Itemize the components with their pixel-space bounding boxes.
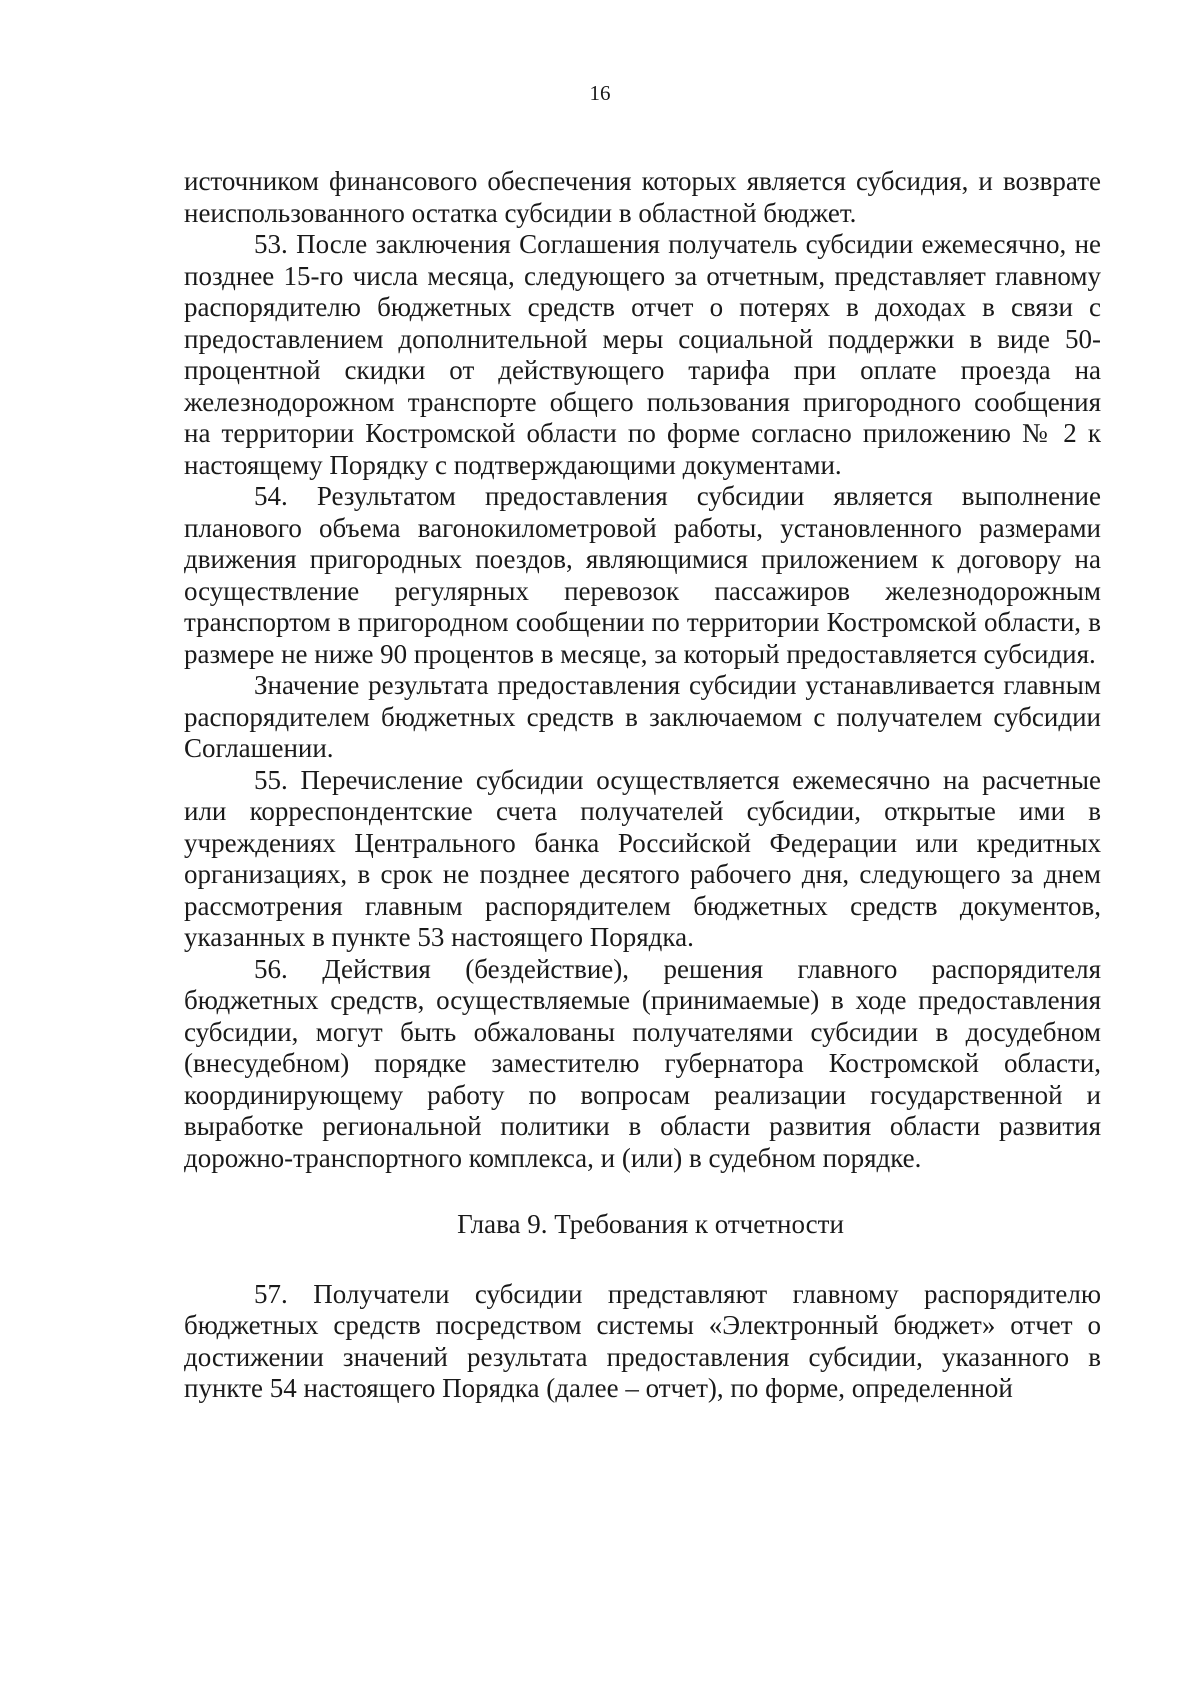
page-number: 16 — [589, 81, 611, 105]
paragraph-54-result-value: Значение результата предоставления субсидии устанавливается главным распорядителем бюджетных средств в заключаемом с получателем субсидии Соглашении. — [184, 670, 1101, 763]
paragraph-57: 57. Получатели субсидии представляют главному распорядителю бюджетных средств посредством системы «Электронный бюджет» отчет о достижении значений результата предоставления субсидии, указанного в пункте 54 настоящего Порядка (далее – отчет), по форме, определенной — [184, 1278, 1101, 1403]
chapter-heading: Глава 9. Требования к отчетности — [457, 1209, 844, 1239]
paragraph-55: 55. Перечисление субсидии осуществляется ежемесячно на расчетные или корреспондентские счета получателей субсидии, открытые ими в учреждениях Центрального банка Российской Федерации или кредитных организациях, в срок не позднее десятого рабочего дня, следующего за днем рассмотрения главным распорядителем бюджетных средств документов, указанных в пункте 53 настоящего Порядка. — [184, 764, 1101, 952]
paragraph-54: 54. Результатом предоставления субсидии является выполнение планового объема вагонокилометровой работы, установленного размерами движения пригородных поездов, являющимися приложением к договору на осуществление регулярных перевозок пассажиров железнодорожным транспортом в пригородном сообщении по территории Костромской области, в размере не ниже 90 процентов в месяце, за который предоставляется субсидия. — [184, 481, 1101, 669]
document-body — [184, 166, 1101, 1405]
paragraph-53: 53. После заключения Соглашения получатель субсидии ежемесячно, не позднее 15-го числа месяца, следующего за отчетным, представляет главному распорядителю бюджетных средств отчет о потерях в доходах в связи с предоставлением дополнительной меры социальной поддержки в виде 50-процентной скидки от действующего тарифа при оплате проезда на железнодорожном транспорте общего пользования пригородного сообщения на территории Костромской области по форме согласно приложению № 2 к настоящему Порядку с подтверждающими документами. — [184, 229, 1101, 480]
paragraph-continuation: источником финансового обеспечения которых является субсидия, и возврате неиспользованного остатка субсидии в областной бюджет. — [184, 166, 1101, 228]
paragraph-56: 56. Действия (бездействие), решения главного распорядителя бюджетных средств, осуществляемые (принимаемые) в ходе предоставления субсидии, могут быть обжалованы получателями субсидии в досудебном (внесудебном) порядке заместителю губернатора Костромской области, координирующему работу по вопросам реализации государственной и выработке региональной политики в области развития области развития дорожно-транспортного комплекса, и (или) в судебном порядке. — [184, 953, 1101, 1173]
